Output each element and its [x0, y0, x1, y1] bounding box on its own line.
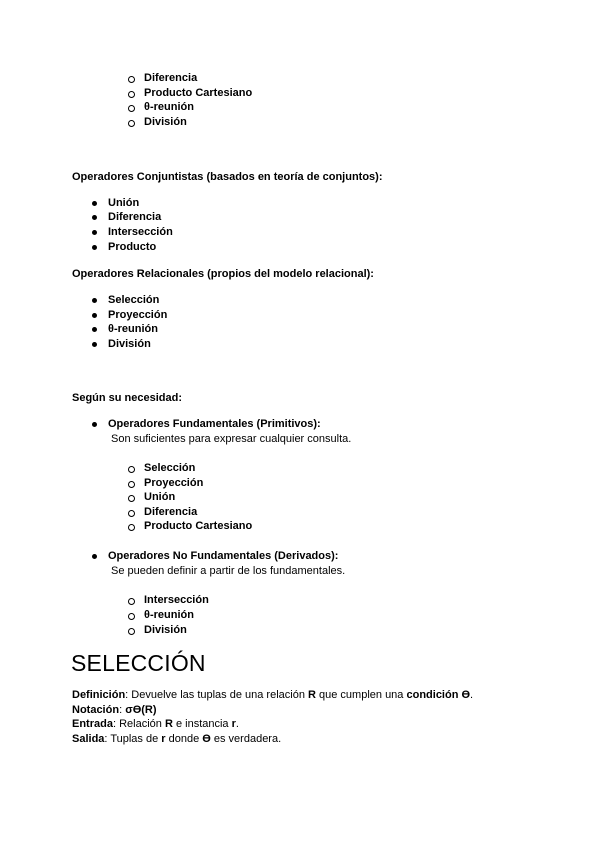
list-item: División [108, 338, 151, 350]
fundamentales-desc: Son suficientes para expresar cualquier consulta. [111, 433, 352, 445]
definicion-condicion: condición Ө [406, 689, 471, 701]
list-item: Intersección [144, 594, 209, 606]
disc-bullet-icon [92, 230, 97, 235]
no-fundamentales-desc: Se pueden definir a partir de los fundamentales. [111, 565, 346, 577]
list-item: Producto Cartesiano [144, 87, 253, 99]
list-item: Diferencia [144, 506, 198, 518]
disc-bullet-icon [92, 422, 97, 427]
list-item: Unión [108, 197, 140, 209]
list-item: Unión [144, 491, 176, 503]
conjuntistas-heading: Operadores Conjuntistas (basados en teoría de conjuntos): [72, 171, 383, 183]
circle-bullet-icon [128, 628, 135, 635]
disc-bullet-icon [92, 215, 97, 220]
circle-bullet-icon [128, 495, 135, 502]
entrada-text: : Relación [112, 718, 165, 730]
list-item: Selección [108, 294, 160, 306]
entrada-end: . [235, 718, 239, 730]
list-item: Diferencia [108, 211, 162, 223]
necesidad-heading: Según su necesidad: [72, 392, 183, 404]
disc-bullet-icon [92, 554, 97, 559]
notacion-line [72, 703, 157, 717]
definicion-end: . [470, 689, 474, 701]
definicion-label: Definición [72, 689, 126, 701]
circle-bullet-icon [128, 510, 135, 517]
entrada-label: Entrada [72, 718, 113, 730]
entrada-r-lower: r [231, 718, 236, 730]
circle-bullet-icon [128, 120, 135, 127]
entrada-text-2: e instancia [172, 718, 232, 730]
definicion-line [72, 688, 473, 702]
list-item: θ-reunión [108, 323, 158, 335]
disc-bullet-icon [92, 342, 97, 347]
notacion-label: Notación [72, 704, 120, 716]
circle-bullet-icon [128, 91, 135, 98]
entrada-r-upper: R [164, 718, 173, 730]
definicion-text-2: que cumplen una [315, 689, 407, 701]
circle-bullet-icon [128, 105, 135, 112]
circle-bullet-icon [128, 524, 135, 531]
definicion-r: R [308, 689, 316, 701]
definicion-text: : Devuelve las tuplas de una relación [125, 689, 309, 701]
list-item: Diferencia [144, 72, 198, 84]
notacion-value: σӨ(R) [125, 704, 157, 716]
disc-bullet-icon [92, 327, 97, 332]
list-item: θ-reunión [144, 609, 194, 621]
salida-theta: Ө [202, 733, 211, 745]
list-item: División [144, 624, 187, 636]
disc-bullet-icon [92, 245, 97, 250]
disc-bullet-icon [92, 313, 97, 318]
fundamentales-title: Operadores Fundamentales (Primitivos): [108, 418, 321, 430]
circle-bullet-icon [128, 598, 135, 605]
section-title: SELECCIÓN [71, 650, 206, 676]
salida-text-3: es verdadera. [210, 733, 282, 745]
list-item: θ-reunión [144, 101, 194, 113]
notacion-sep: : [119, 704, 126, 716]
list-item: Producto [108, 241, 157, 253]
circle-bullet-icon [128, 76, 135, 83]
circle-bullet-icon [128, 613, 135, 620]
entrada-line [72, 717, 239, 731]
circle-bullet-icon [128, 466, 135, 473]
disc-bullet-icon [92, 298, 97, 303]
list-item: Proyección [144, 477, 204, 489]
list-item: Intersección [108, 226, 173, 238]
list-item: División [144, 116, 187, 128]
relacionales-heading: Operadores Relacionales (propios del modelo relacional): [72, 268, 374, 280]
salida-r: r [161, 733, 166, 745]
list-item: Selección [144, 462, 196, 474]
salida-line [72, 732, 281, 746]
list-item: Proyección [108, 309, 168, 321]
salida-text-2: donde [165, 733, 203, 745]
disc-bullet-icon [92, 201, 97, 206]
salida-text: : Tuplas de [104, 733, 162, 745]
no-fundamentales-title: Operadores No Fundamentales (Derivados): [108, 550, 339, 562]
list-item: Producto Cartesiano [144, 520, 253, 532]
salida-label: Salida [72, 733, 105, 745]
circle-bullet-icon [128, 481, 135, 488]
